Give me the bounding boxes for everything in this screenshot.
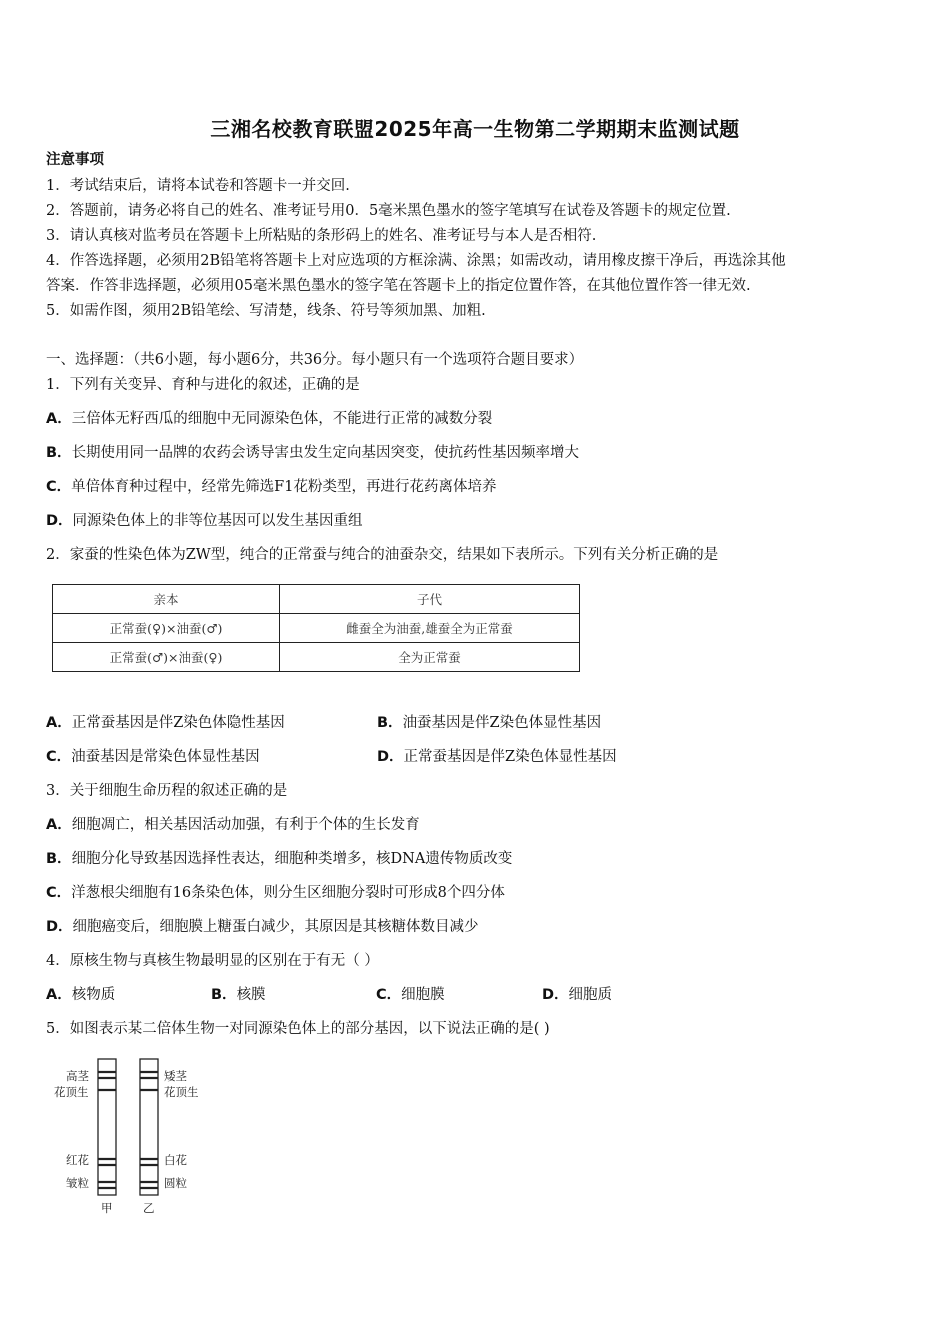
- option-c: C．单倍体育种过程中，经常先筛选F1花粉类型，再进行花药离体培养: [46, 479, 497, 495]
- option-a: A．细胞凋亡，相关基因活动加强，有利于个体的生长发育: [46, 817, 420, 833]
- notice-item: 2．答题前，请务必将自己的姓名、准考证号用0．5毫米黑色墨水的签字笔填写在试卷及答题卡的规定位置.: [46, 203, 731, 219]
- option-c: C．油蚕基因是常染色体显性基因: [46, 749, 260, 765]
- gene-label: 圆粒: [164, 1176, 187, 1190]
- question-stem: 4．原核生物与真核生物最明显的区别在于有无（ ）: [46, 953, 379, 969]
- option-c: C．细胞膜: [376, 987, 445, 1003]
- option-d: D．细胞质: [542, 987, 613, 1003]
- table-header: 子代: [280, 585, 580, 614]
- option-b: B．细胞分化导致基因选择性表达，细胞种类增多，核DNA遗传物质改变: [46, 851, 513, 867]
- gene-label: 矮茎: [164, 1069, 187, 1083]
- table-header-row: [53, 585, 580, 614]
- table-cell: 正常蚕(♂)×油蚕(♀): [53, 643, 280, 672]
- chromosome-left: [98, 1059, 116, 1195]
- question-stem: 2．家蚕的性染色体为ZW型，纯合的正常蚕与纯合的油蚕杂交，结果如下表所示。下列有关分析正确的是: [46, 547, 719, 563]
- notice-item: 3．请认真核对监考员在答题卡上所粘贴的条形码上的姓名、准考证号与本人是否相符.: [46, 228, 597, 244]
- gene-label: 高茎: [66, 1069, 89, 1083]
- table-cell: 正常蚕(♀)×油蚕(♂): [53, 614, 280, 643]
- homologous-chromosome-diagram: [52, 1056, 212, 1216]
- option-b: B．油蚕基因是伴Z染色体显性基因: [377, 715, 602, 731]
- page-title: 三湘名校教育联盟2025年高一生物第二学期期末监测试题: [210, 117, 740, 141]
- notice-item: 5．如需作图，须用2B铅笔绘、写清楚，线条、符号等须加黑、加粗.: [46, 303, 486, 319]
- option-a: A．核物质: [46, 987, 116, 1003]
- gene-label: 花顶生: [54, 1085, 89, 1099]
- cross-result-table: [52, 584, 580, 672]
- question-stem: 1．下列有关变异、育种与进化的叙述，正确的是: [46, 377, 360, 393]
- section-heading: 一、选择题：（共6小题，每小题6分，共36分。每小题只有一个选项符合题目要求）: [46, 352, 584, 368]
- notice-item: 答案．作答非选择题，必须用05毫米黑色墨水的签字笔在答题卡上的指定位置作答，在其他位置作答一律无效.: [46, 278, 751, 294]
- option-a: A．正常蚕基因是伴Z染色体隐性基因: [46, 715, 285, 731]
- chromosome-name: 甲: [101, 1201, 113, 1215]
- option-d: D．细胞癌变后，细胞膜上糖蛋白减少，其原因是其核糖体数目减少: [46, 919, 479, 935]
- notice-heading: 注意事项: [46, 152, 104, 168]
- option-d: D．正常蚕基因是伴Z染色体显性基因: [377, 749, 617, 765]
- gene-label: 红花: [66, 1153, 89, 1167]
- chromosome-right: [140, 1059, 158, 1195]
- table-cell: 全为正常蚕: [280, 643, 580, 672]
- table-row: [53, 643, 580, 672]
- table-row: [53, 614, 580, 643]
- option-c: C．洋葱根尖细胞有16条染色体，则分生区细胞分裂时可形成8个四分体: [46, 885, 505, 901]
- gene-label: 皱粒: [66, 1176, 89, 1190]
- option-b: B．核膜: [211, 987, 266, 1003]
- table-cell: 雌蚕全为油蚕,雄蚕全为正常蚕: [280, 614, 580, 643]
- table-header: 亲本: [53, 585, 280, 614]
- gene-label: 白花: [164, 1153, 187, 1167]
- option-d: D．同源染色体上的非等位基因可以发生基因重组: [46, 513, 363, 529]
- option-b: B．长期使用同一品牌的农药会诱导害虫发生定向基因突变，使抗药性基因频率增大: [46, 445, 580, 461]
- question-stem: 3．关于细胞生命历程的叙述正确的是: [46, 783, 288, 799]
- option-a: A．三倍体无籽西瓜的细胞中无同源染色体，不能进行正常的减数分裂: [46, 411, 493, 427]
- notice-item: 1．考试结束后，请将本试卷和答题卡一并交回.: [46, 178, 350, 194]
- question-stem: 5．如图表示某二倍体生物一对同源染色体上的部分基因，以下说法正确的是( ): [46, 1021, 550, 1037]
- gene-label: 花顶生: [164, 1085, 199, 1099]
- notice-item: 4．作答选择题，必须用2B铅笔将答题卡上对应选项的方框涂满、涂黑；如需改动，请用橡皮擦干净后，再选涂其他: [46, 253, 786, 269]
- chromosome-name: 乙: [143, 1201, 155, 1215]
